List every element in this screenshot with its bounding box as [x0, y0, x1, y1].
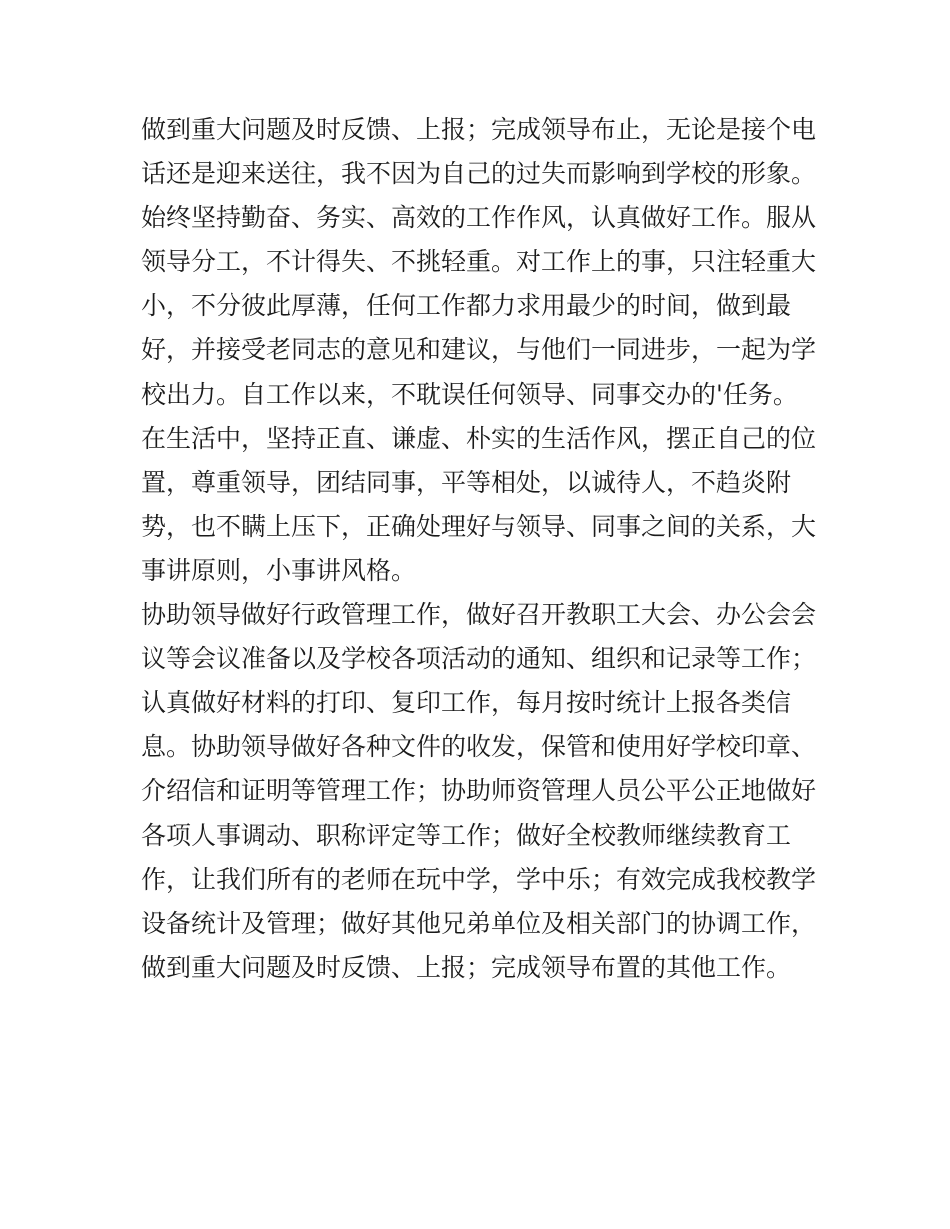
text-line-8: 在生活中，坚持正直、谦虚、朴实的生活作风，摆正自己的位 — [141, 423, 817, 453]
text-line-5: 小，不分彼此厚薄，任何工作都力求用最少的时间，做到最 — [141, 291, 792, 321]
text-line-6: 好，并接受老同志的意见和建议，与他们一同进步，一起为学 — [141, 335, 817, 365]
text-line-2: 话还是迎来送往，我不因为自己的过失而影响到学校的形象。 — [141, 159, 817, 189]
text-line-13: 议等会议准备以及学校各项活动的通知、组织和记录等工作； — [141, 644, 817, 674]
text-line-20: 做到重大问题及时反馈、上报；完成领导布置的其他工作。 — [141, 952, 792, 982]
text-line-4: 领导分工，不计得失、不挑轻重。对工作上的事，只注轻重大 — [141, 247, 817, 277]
text-line-19: 设备统计及管理；做好其他兄弟单位及相关部门的协调工作， — [141, 908, 817, 938]
text-line-10: 势，也不瞒上压下，正确处理好与领导、同事之间的关系，大 — [141, 511, 817, 541]
text-line-18: 作，让我们所有的老师在玩中学，学中乐；有效完成我校教学 — [141, 864, 817, 894]
text-line-15: 息。协助领导做好各种文件的收发，保管和使用好学校印章、 — [141, 732, 817, 762]
text-line-9: 置，尊重领导，团结同事，平等相处，以诚待人，不趋炎附 — [141, 467, 792, 497]
text-line-16: 介绍信和证明等管理工作；协助师资管理人员公平公正地做好 — [141, 776, 817, 806]
text-line-12: 协助领导做好行政管理工作，做好召开教职工大会、办公会会 — [141, 600, 817, 630]
text-line-14: 认真做好材料的打印、复印工作，每月按时统计上报各类信 — [141, 688, 792, 718]
text-line-7: 校出力。自工作以来，不耽误任何领导、同事交办的'任务。 — [141, 379, 798, 409]
text-line-17: 各项人事调动、职称评定等工作；做好全校教师继续教育工 — [141, 820, 792, 850]
text-line-1: 做到重大问题及时反馈、上报；完成领导布止，无论是接个电 — [141, 115, 817, 144]
text-line-3: 始终坚持勤奋、务实、高效的工作作风，认真做好工作。服从 — [141, 203, 817, 233]
document-body — [141, 108, 821, 990]
text-line-11: 事讲原则，小事讲风格。 — [141, 555, 417, 585]
